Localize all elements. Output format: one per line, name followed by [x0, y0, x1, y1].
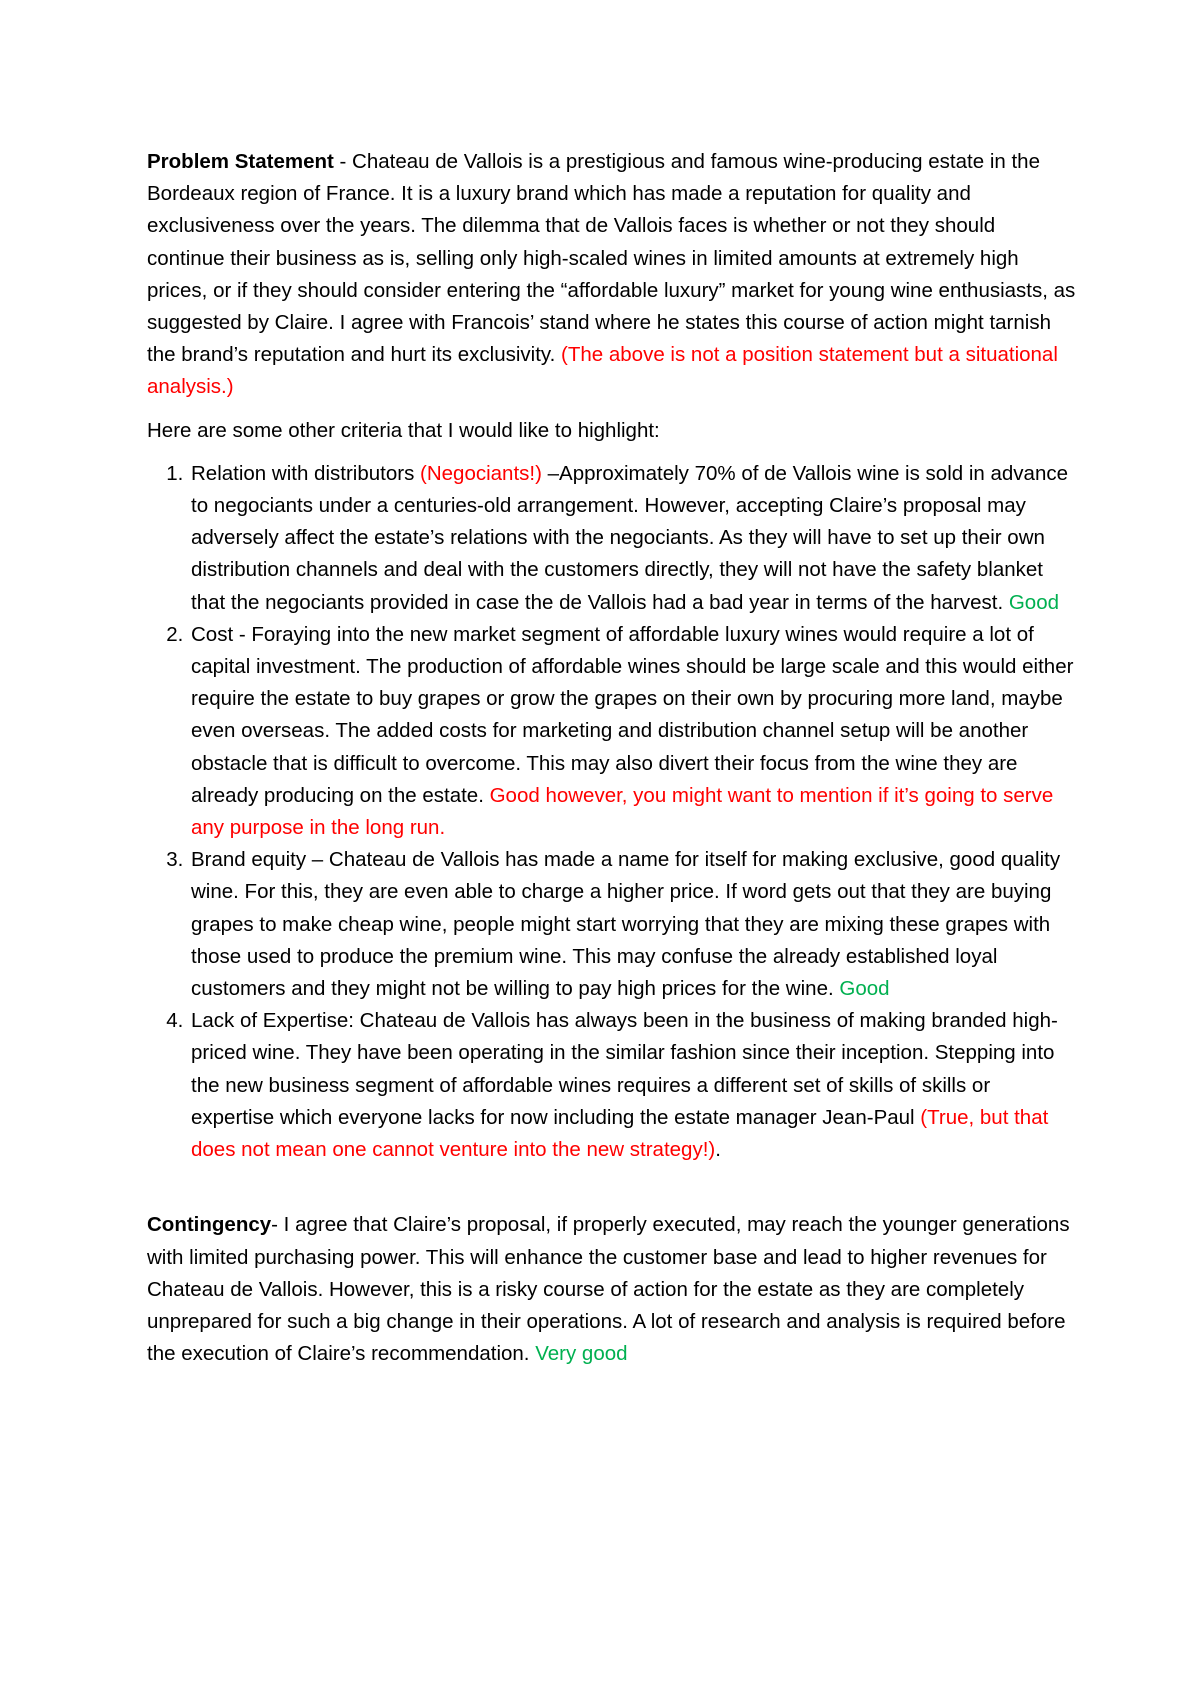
problem-statement-text: - Chateau de Vallois is a prestigious and famous wine-producing estate in the Bordeaux region of France. It is a luxury brand which has made a reputation for quality and exclusiveness over the years. The dilemma that de Vallois faces is whether or not they should continue their business as is, selling only high-scaled wines in limited amounts at extremely high prices, or if they should consider entering the “affordable luxury” market for young wine enthusiasts, as suggested by Claire. I agree with Francois’ stand where he states this course of action might tarnish the brand’s reputation and hurt its exclusivity. — [147, 150, 1076, 367]
criterion-text: Cost - Foraying into the new market segment of affordable luxury wines would require a lot of capital investment. The production of affordable wines should be large scale and this would either require the estate to buy grapes or grow the grapes on their own by procuring more land, maybe even overseas. The added costs for marketing and distribution channel setup will be another obstacle that is difficult to overcome. This may also divert their focus from the wine they are already producing on the estate. — [191, 622, 1074, 807]
problem-statement-comment: (The above is not a position statement but a situational analysis.) — [147, 343, 1058, 399]
criterion-feedback: Good — [1008, 590, 1059, 614]
problem-statement-label: Problem Statement — [147, 150, 334, 173]
criterion-feedback: Good however, you might want to mention if it’s going to serve any purpose in the long run. — [191, 783, 1054, 840]
criterion-suffix: . — [715, 1138, 721, 1162]
criterion-inline-comment: (Negociants!) — [420, 461, 542, 485]
criterion-feedback: (True, but that does not mean one cannot venture into the new strategy!) — [191, 1105, 1049, 1162]
criterion-text: Lack of Expertise: Chateau de Vallois has always been in the business of making branded high-priced wine. They have been operating in the similar fashion since their inception. Stepping into the new business segment of affordable wines requires a different set of skills of skills or expertise which everyone lacks for now including the estate manager Jean-Paul — [191, 1009, 1058, 1129]
criterion-prefix: Relation with distributors — [191, 461, 421, 485]
document-body — [147, 146, 1077, 1370]
list-item — [189, 458, 1077, 619]
contingency-text: - I agree that Claire’s proposal, if properly executed, may reach the younger generations with limited purchasing power. This will enhance the customer base and lead to higher revenues for Chateau de Vallois. However, this is a risky course of action for the estate as they are completely unprepared for such a big change in their operations. A lot of research and analysis is required before the execution of Claire’s recommendation. — [147, 1213, 1070, 1366]
list-item — [189, 619, 1077, 844]
list-item — [189, 844, 1077, 1005]
contingency-paragraph — [147, 1209, 1077, 1370]
contingency-label: Contingency — [147, 1213, 272, 1237]
criterion-text: Brand equity – Chateau de Vallois has made a name for itself for making exclusive, good quality wine. For this, they are even able to charge a higher price. If word gets out that they are buying grapes to make cheap wine, people might start worrying that they are mixing these grapes with those used to produce the premium wine. This may confuse the already established loyal customers and they might not be willing to pay high prices for the wine. — [191, 848, 1061, 1001]
contingency-feedback: Very good — [535, 1342, 628, 1366]
criterion-feedback: Good — [839, 977, 890, 1001]
problem-statement-paragraph — [147, 146, 1077, 404]
criteria-intro: Here are some other criteria that I would like to highlight: — [147, 418, 660, 442]
criteria-list — [147, 458, 1077, 1166]
criterion-text: –Approximately 70% of de Vallois wine is sold in advance to negociants under a centuries-old arrangement. However, accepting Claire’s proposal may adversely affect the estate’s relations with the negociants. As they will have to set up their own distribution channels and deal with the customers directly, they will not have the safety blanket that the negociants provided in case the de Vallois had a bad year in terms of the harvest. — [191, 461, 1069, 614]
list-item — [189, 1005, 1077, 1166]
